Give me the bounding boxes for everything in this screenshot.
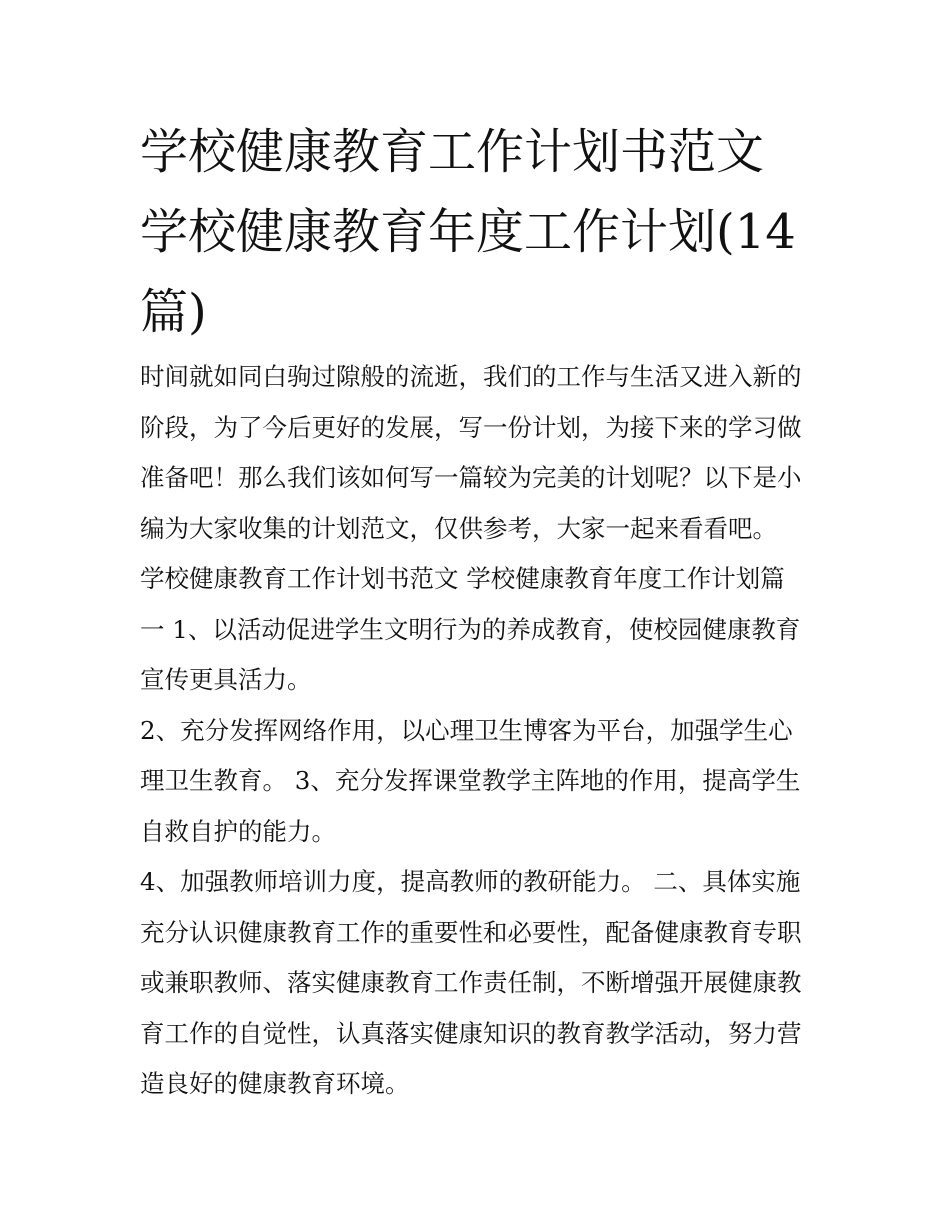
paragraph-line: 造良好的健康教育环境。: [140, 1069, 410, 1098]
paragraph-line: 4、加强教师培训力度，提高教师的教研能力。 二、具体实施: [140, 867, 801, 896]
paragraph-items-2-3: [140, 706, 820, 858]
paragraph-line: 理卫生教育。 3、充分发挥课堂教学主阵地的作用，提高学生: [140, 766, 801, 795]
paragraph-item-4-implementation: [140, 857, 820, 1110]
paragraph-line: 准备吧！那么我们该如何写一篇较为完美的计划呢？以下是小: [140, 463, 802, 492]
document-body: [140, 352, 820, 1110]
paragraph-line: 或兼职教师、落实健康教育工作责任制，不断增强开展健康教: [140, 968, 802, 997]
paragraph-line: 自救自护的能力。: [140, 816, 336, 846]
paragraph-line: 育工作的自觉性，认真落实健康知识的教育教学活动，努力营: [140, 1018, 802, 1048]
paragraph-line: 2、充分发挥网络作用，以心理卫生博客为平台，加强学生心: [140, 715, 793, 745]
title-line-2: 学校健康教育年度工作计划(14: [140, 204, 796, 260]
paragraph-line: 一 1、以活动促进学生文明行为的养成教育，使校园健康教育: [140, 614, 801, 644]
document-title: [140, 112, 830, 352]
title-line-3: 篇): [140, 284, 207, 340]
paragraph-line: 充分认识健康教育工作的重要性和必要性，配备健康教育专职: [140, 917, 802, 947]
paragraph-line: 学校健康教育工作计划书范文 学校健康教育年度工作计划篇: [140, 564, 785, 593]
paragraph-line: 编为大家收集的计划范文，仅供参考，大家一起来看看吧。: [140, 513, 777, 543]
paragraph-line: 宣传更具活力。: [140, 665, 312, 694]
paragraph-plan-one: [140, 554, 820, 706]
paragraph-line: 时间就如同白驹过隙般的流逝，我们的工作与生活又进入新的: [140, 362, 802, 391]
title-line-1: 学校健康教育工作计划书范文: [140, 124, 765, 180]
paragraph-line: 阶段，为了今后更好的发展，写一份计划，为接下来的学习做: [140, 412, 802, 442]
paragraph-intro: [140, 352, 820, 554]
